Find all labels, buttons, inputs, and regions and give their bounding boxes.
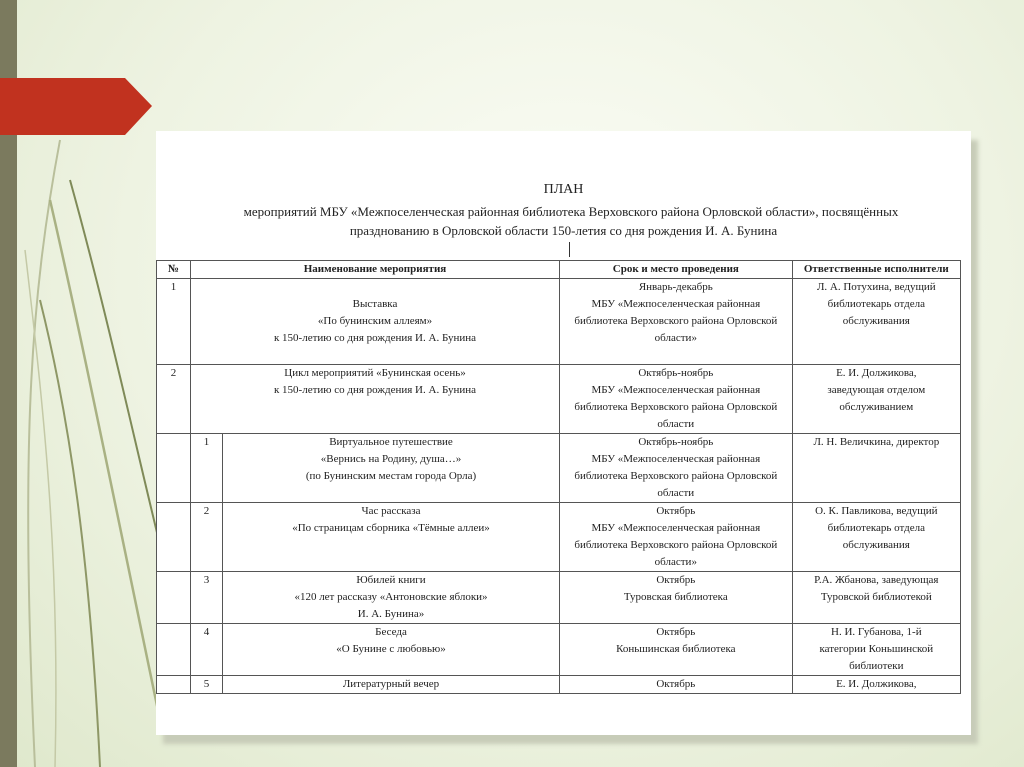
resp-line: Е. И. Должикова, <box>836 678 917 690</box>
title-line <box>194 279 556 296</box>
date-place-cell <box>560 503 793 572</box>
title-line: И. А. Бунина» <box>357 608 425 620</box>
table-row <box>157 676 961 694</box>
row-subnumber: 3 <box>191 572 223 624</box>
row-subnumber: 1 <box>191 434 223 503</box>
resp-line: Л. Н. Величкина, директор <box>813 436 940 448</box>
date-place-cell <box>560 624 793 676</box>
doc-title: ПЛАН <box>543 182 584 197</box>
title-line: к 150-летию со дня рождения И. А. Бунина <box>273 332 477 344</box>
place-line: Октябрь <box>656 574 696 586</box>
title-line: «По бунинским аллеям» <box>317 315 433 327</box>
responsible-cell <box>792 676 960 694</box>
resp-line: О. К. Павликова, ведущий <box>815 505 938 517</box>
row-number <box>157 624 191 676</box>
event-title-cell <box>191 279 560 365</box>
resp-line: обслуживания <box>842 315 910 327</box>
row-subnumber: 5 <box>191 676 223 694</box>
place-line: Туровская библиотека <box>623 591 728 603</box>
header-responsible: Ответственные исполнители <box>792 261 960 279</box>
place-line: Октябрь-ноябрь <box>638 436 714 448</box>
resp-line: заведующая отделом <box>827 384 926 396</box>
event-title-cell <box>223 434 560 503</box>
place-line: Январь-декабрь <box>638 281 713 293</box>
place-line: области» <box>654 332 697 344</box>
table-row <box>157 434 961 503</box>
row-number <box>157 503 191 572</box>
event-title-cell <box>223 676 560 694</box>
row-number <box>157 434 191 503</box>
doc-subtitle-line2: празднованию в Орловской области 150-летия со дня рождения И. А. Бунина <box>349 223 778 238</box>
row-number <box>157 676 191 694</box>
events-table <box>156 260 961 694</box>
place-line: библиотека Верховского района Орловской <box>574 401 778 413</box>
title-line: «120 лет рассказу «Антоновские яблоки» <box>294 591 488 603</box>
title-line: «О Бунине с любовью» <box>336 643 446 655</box>
title-line: Литературный вечер <box>342 678 440 690</box>
place-line: МБУ «Межпоселенческая районная <box>591 453 761 465</box>
responsible-cell <box>792 624 960 676</box>
text-cursor <box>569 242 570 257</box>
place-line: области» <box>654 556 697 568</box>
title-line: Выставка <box>352 298 398 310</box>
place-line: Коньшинская библиотека <box>616 643 736 655</box>
event-title-cell <box>223 503 560 572</box>
event-title-cell <box>223 624 560 676</box>
resp-line: обслуживанием <box>839 401 914 413</box>
responsible-cell <box>792 365 960 434</box>
date-place-cell <box>560 279 793 365</box>
place-line: МБУ «Межпоселенческая районная <box>591 384 761 396</box>
resp-line: категории Коньшинской <box>819 643 934 655</box>
title-line: к 150-летию со дня рождения И. А. Бунина <box>273 384 477 396</box>
red-arrow-tab <box>0 78 152 135</box>
resp-line: Туровской библиотекой <box>820 591 932 603</box>
place-line: Октябрь <box>656 626 696 638</box>
row-number: 2 <box>157 365 191 434</box>
title-line: Юбилей книги <box>356 574 426 586</box>
header-event-name: Наименование мероприятия <box>191 261 560 279</box>
table-row <box>157 503 961 572</box>
resp-line: библиотекарь отдела <box>827 522 926 534</box>
place-line: Октябрь <box>656 505 696 517</box>
title-line: Цикл мероприятий «Бунинская осень» <box>284 367 466 379</box>
place-line: библиотека Верховского района Орловской <box>574 539 778 551</box>
row-subnumber: 4 <box>191 624 223 676</box>
date-place-cell <box>560 676 793 694</box>
title-line: Беседа <box>375 626 407 638</box>
table-row <box>157 624 961 676</box>
place-line: МБУ «Межпоселенческая районная <box>591 298 761 310</box>
header-number: № <box>157 261 191 279</box>
resp-line: библиотекарь отдела <box>827 298 926 310</box>
resp-line: Е. И. Должикова, <box>836 367 917 379</box>
responsible-cell <box>792 434 960 503</box>
place-line: области <box>657 487 695 499</box>
event-title-cell <box>191 365 560 434</box>
title-line: «Вернись на Родину, душа…» <box>320 453 462 465</box>
table-row <box>157 572 961 624</box>
place-line: Октябрь-ноябрь <box>638 367 714 379</box>
title-line: Час рассказа <box>361 505 421 517</box>
date-place-cell <box>560 434 793 503</box>
responsible-cell <box>792 279 960 365</box>
place-line: области <box>657 418 695 430</box>
title-line: «По страницам сборника «Тёмные аллеи» <box>292 522 490 534</box>
resp-line: Н. И. Губанова, 1-й <box>831 626 922 638</box>
row-subnumber: 2 <box>191 503 223 572</box>
place-line: МБУ «Межпоселенческая районная <box>591 522 761 534</box>
date-place-cell <box>560 365 793 434</box>
resp-line: Л. А. Потухина, ведущий <box>816 281 936 293</box>
responsible-cell <box>792 572 960 624</box>
doc-subtitle-line1: мероприятий МБУ «Межпоселенческая районная библиотека Верховского района Орловской области», посвящённых <box>243 204 899 219</box>
title-line: (по Бунинским местам города Орла) <box>305 470 477 482</box>
resp-line: библиотеки <box>849 660 904 672</box>
date-place-cell <box>560 572 793 624</box>
event-title-cell <box>223 572 560 624</box>
table-row <box>157 365 961 434</box>
document-page <box>156 131 971 735</box>
title-line: Виртуальное путешествие <box>329 436 453 448</box>
resp-line: обслуживания <box>842 539 910 551</box>
place-line: библиотека Верховского района Орловской <box>574 470 778 482</box>
table-row <box>157 279 961 365</box>
place-line: библиотека Верховского района Орловской <box>574 315 778 327</box>
row-number <box>157 572 191 624</box>
resp-line: Р.А. Жбанова, заведующая <box>814 574 939 586</box>
place-line: Октябрь <box>656 678 696 690</box>
responsible-cell <box>792 503 960 572</box>
row-number: 1 <box>157 279 191 365</box>
header-date-place: Срок и место проведения <box>560 261 793 279</box>
